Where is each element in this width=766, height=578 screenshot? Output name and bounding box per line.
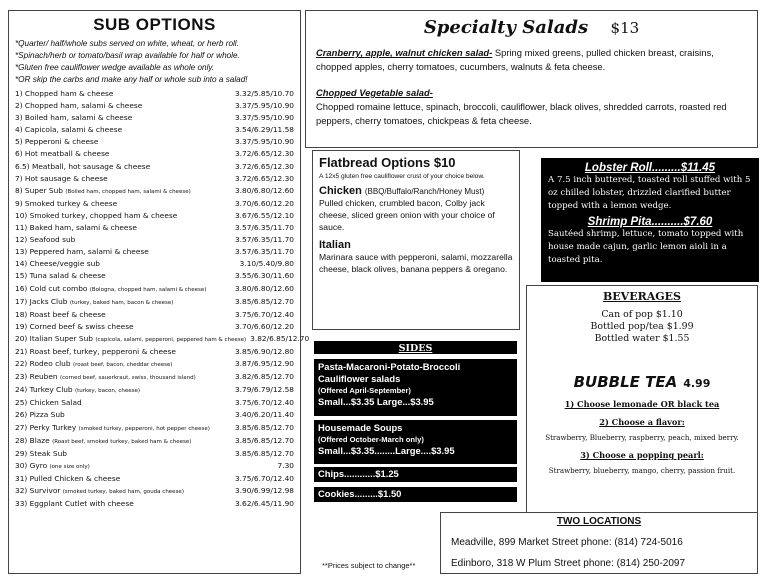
sub-list bbox=[15, 88, 310, 510]
salads-price: $13 bbox=[610, 19, 640, 37]
sub-item-detail: (roast beef, bacon, cheddar cheese) bbox=[72, 362, 173, 369]
sub-item-price: 3.75/6.70/12.40 bbox=[234, 398, 294, 408]
sub-note: *Spinach/herb or tomato/basil wrap available for half or whole. bbox=[15, 51, 240, 60]
sub-item-name: 5) Pepperoni & cheese bbox=[15, 137, 99, 147]
sub-item bbox=[15, 100, 294, 112]
sub-item-detail: (corned beef, sauerkraut, swiss, thousand island) bbox=[59, 375, 196, 382]
sub-item-name: 8) Super Sub (Boiled ham, chopped ham, salami & cheese) bbox=[15, 185, 191, 195]
sub-item-price: 3.54/6.29/11.58 bbox=[234, 125, 294, 135]
sub-item-detail: (turkey, baked ham, bacon & cheese) bbox=[69, 299, 174, 306]
side-soups bbox=[314, 420, 517, 464]
sub-item-price: 3.57/6.35/11.70 bbox=[234, 235, 294, 245]
sub-item bbox=[15, 309, 294, 321]
sub-item-name: 25) Chicken Salad bbox=[15, 398, 82, 408]
sub-item-name: 10) Smoked turkey, chopped ham & cheese bbox=[15, 210, 178, 220]
beverages-title: BEVERAGES bbox=[603, 290, 681, 303]
sub-item-name: 16) Cold cut combo (Bologna, chopped ham, salami & cheese) bbox=[15, 283, 207, 293]
sub-item-name: 18) Roast beef & cheese bbox=[15, 309, 106, 319]
shrimp-pita-desc: Sautéed shrimp, lettuce, tomato topped with house made cajun, garlic lemon aioli in a toasted pita. bbox=[548, 229, 744, 265]
sub-item-price: 3.80/6.80/12.60 bbox=[234, 283, 294, 293]
sub-item bbox=[15, 435, 294, 448]
sub-item-price: 3.67/6.55/12.10 bbox=[234, 210, 294, 220]
sub-item-name: 26) Pizza Sub bbox=[15, 410, 65, 420]
location-meadville: Meadville, 899 Market Street phone: (814) 724-5016 bbox=[451, 537, 683, 548]
sub-item bbox=[15, 198, 294, 210]
sub-item-price: 3.82/6.85/12.70 bbox=[234, 372, 294, 382]
sub-item-name: 19) Corned beef & swiss cheese bbox=[15, 321, 134, 331]
sub-item-detail: (Boiled ham, chopped ham, salami & cheese) bbox=[65, 188, 191, 195]
sub-item bbox=[15, 409, 294, 421]
sub-item-name: 31) Pulled Chicken & cheese bbox=[15, 473, 121, 483]
sub-item bbox=[15, 246, 294, 258]
sub-item bbox=[15, 258, 294, 270]
sub-item-price: 3.32/5.85/10.70 bbox=[234, 89, 294, 98]
sub-item bbox=[15, 397, 294, 409]
sub-item bbox=[15, 222, 294, 234]
sub-item-price: 3.85/6.90/12.80 bbox=[234, 346, 294, 356]
sub-item-detail: (Roast beef, smoked turkey, baked ham & cheese) bbox=[52, 438, 192, 445]
sub-item-name: 27) Perky Turkey (smoked turkey, pepperoni, hot pepper cheese) bbox=[15, 422, 210, 432]
sub-item bbox=[15, 296, 294, 309]
sub-item bbox=[15, 270, 294, 282]
sub-item-name: 11) Baked ham, salami & cheese bbox=[15, 223, 137, 233]
sub-item-price: 3.62/6.45/11.90 bbox=[234, 499, 294, 509]
side-soups-offered: (Offered October-March only) bbox=[318, 435, 424, 444]
sub-item-price: 3.79/6.79/12.58 bbox=[234, 385, 294, 395]
sub-item-name: 4) Capicola, salami & cheese bbox=[15, 125, 123, 135]
sub-item-price: 7.30 bbox=[277, 460, 294, 470]
sub-item-name: 21) Roast beef, turkey, pepperoni & cheese bbox=[15, 346, 176, 356]
salad-item bbox=[316, 86, 747, 128]
sub-item-price: 3.57/6.35/11.70 bbox=[234, 247, 294, 257]
sub-item-price: 3.70/6.60/12.20 bbox=[234, 321, 294, 331]
bubble-tea-title: BUBBLE TEA bbox=[573, 373, 678, 391]
sub-item-name: 12) Seafood sub bbox=[15, 235, 76, 245]
beverage-item: Bottled pop/tea $1.99 bbox=[590, 321, 694, 332]
beverage-item: Can of pop $1.10 bbox=[601, 309, 683, 320]
sub-item-detail: (smoked turkey, baked ham, gouda cheese) bbox=[62, 489, 184, 495]
sub-options-title: SUB OPTIONS bbox=[93, 15, 216, 34]
sub-item bbox=[15, 498, 294, 510]
flatbread-title: Flatbread Options $10 bbox=[319, 155, 456, 170]
sub-item bbox=[15, 460, 294, 473]
flatbread-italian-desc: Marinara sauce with pepperoni, salami, mozzarella cheese, black olives, banana peppers & oregano. bbox=[319, 252, 513, 274]
lobster-shrimp-panel bbox=[541, 158, 759, 282]
sub-item bbox=[15, 371, 294, 384]
sub-item-price: 3.75/6.70/12.40 bbox=[234, 309, 294, 319]
sub-item bbox=[15, 358, 294, 371]
sub-item-name: 6) Hot meatball & cheese bbox=[15, 149, 110, 159]
bubble-pearls: Strawberry, blueberry, mango, cherry, passion fruit. bbox=[548, 466, 736, 475]
sub-item-name: 6.5) Meatball, hot sausage & cheese bbox=[15, 161, 151, 171]
side-salads-price: Small...$3.35 Large...$3.95 bbox=[318, 396, 434, 407]
sub-item-name: 30) Gyro (one size only) bbox=[15, 460, 90, 470]
sides-title: SIDES bbox=[314, 341, 517, 354]
sub-item-price: 3.82/6.85/12.70 bbox=[250, 333, 310, 343]
side-chips bbox=[314, 467, 517, 482]
sub-item-name: 22) Rodeo club (roast beef, bacon, cheddar cheese) bbox=[15, 359, 173, 369]
side-soups-name: Housemade Soups bbox=[318, 422, 403, 433]
sub-item bbox=[15, 283, 294, 296]
sub-item-name: 2) Chopped ham, salami & cheese bbox=[15, 101, 143, 111]
sub-item-price: 3.87/6.95/12.90 bbox=[234, 359, 294, 369]
sub-item-name: 28) Blaze (Roast beef, smoked turkey, baked ham & cheese) bbox=[15, 435, 192, 445]
sub-item-name: 15) Tuna salad & cheese bbox=[15, 271, 106, 281]
beverages-panel bbox=[526, 285, 758, 518]
sub-item-name: 20) Italian Super Sub (capicola, salami, pepperoni, peppered ham & cheese) bbox=[15, 333, 247, 343]
sub-item bbox=[15, 485, 294, 498]
sub-item-name: 13) Peppered ham, salami & cheese bbox=[15, 247, 149, 257]
sub-item-detail: (turkey, bacon, cheese) bbox=[75, 388, 141, 395]
side-cookies bbox=[314, 487, 517, 502]
sub-item-price: 3.72/6.65/12.30 bbox=[234, 149, 294, 159]
sub-item bbox=[15, 422, 294, 435]
sub-item-price: 3.90/6.99/12.98 bbox=[234, 486, 294, 495]
sub-item-price: 3.37/5.95/10.90 bbox=[234, 137, 294, 147]
sub-item-price: 3.40/6.20/11.40 bbox=[234, 410, 294, 420]
sub-item bbox=[15, 473, 294, 485]
sub-item-price: 3.37/5.95/10.90 bbox=[234, 113, 294, 123]
sub-item bbox=[15, 384, 294, 397]
sub-item-price: 3.37/5.95/10.90 bbox=[234, 101, 294, 111]
side-soups-price: Small...$3.35........Large....$3.95 bbox=[318, 445, 455, 456]
lobster-roll-title: Lobster Roll.........$11.45 bbox=[584, 162, 716, 174]
sub-item-price: 3.10/5.40/9.80 bbox=[239, 259, 294, 269]
sub-item-price: 3.85/6.85/12.70 bbox=[234, 435, 294, 445]
bubble-step-1: 1) Choose lemonade OR black tea bbox=[564, 399, 720, 409]
sub-item bbox=[15, 173, 294, 185]
locations-title: TWO LOCATIONS bbox=[556, 516, 642, 527]
sub-item-name: 23) Reuben (corned beef, sauerkraut, swiss, thousand island) bbox=[15, 372, 196, 382]
flatbread-gluten-note: A 12x5 gluten free cauliflower crust of your choice below. bbox=[319, 173, 485, 180]
flatbread-panel bbox=[312, 150, 520, 330]
sub-item bbox=[15, 333, 310, 346]
sub-item-price: 3.72/6.65/12.30 bbox=[234, 173, 294, 183]
sub-item-price: 3.80/6.80/12.60 bbox=[234, 185, 294, 195]
sub-item-name: 3) Boiled ham, salami & cheese bbox=[15, 113, 133, 123]
sub-item-price: 3.72/6.65/12.30 bbox=[234, 161, 294, 171]
sub-item-detail: (capicola, salami, pepperoni, peppered ham & cheese) bbox=[95, 336, 247, 343]
sub-item bbox=[15, 234, 294, 246]
bubble-flavors: Strawberry, Blueberry, raspberry, peach, mixed berry. bbox=[545, 433, 739, 442]
sub-item bbox=[15, 185, 294, 198]
side-salads-offered: (Offered April-September) bbox=[318, 386, 411, 395]
sub-item bbox=[15, 321, 294, 333]
salad-desc: Chopped romaine lettuce, spinach, broccoli, cauliflower, black olives, shredded carrots, roasted red peppers, cherry tomatoes, chickpeas & feta cheese. bbox=[316, 101, 727, 126]
price-note: **Prices subject to change** bbox=[322, 561, 416, 570]
salad-item bbox=[316, 46, 747, 74]
sub-item-price: 3.75/6.70/12.40 bbox=[234, 473, 294, 483]
flatbread-chicken-name: Chicken bbox=[319, 185, 362, 197]
bubble-step-3: 3) Choose a popping pearl: bbox=[580, 450, 704, 460]
sub-item bbox=[15, 136, 294, 148]
beverage-item: Bottled water $1.55 bbox=[594, 333, 690, 344]
sub-item-name: 33) Eggplant Cutlet with cheese bbox=[15, 499, 134, 509]
sub-item-detail: (smoked turkey, pepperoni, hot pepper cheese) bbox=[78, 425, 210, 432]
lobster-roll-desc: A 7.5 inch buttered, toasted roll stuffed with 5 oz chilled lobster, drizzled clarified butter topped with a lemon wedge. bbox=[548, 175, 751, 211]
sub-item-price: 3.85/6.85/12.70 bbox=[234, 422, 294, 432]
sub-item-name: 32) Survivor (smoked turkey, baked ham, gouda cheese) bbox=[15, 486, 184, 495]
bubble-tea-price: 4.99 bbox=[683, 377, 711, 390]
sub-item-price: 3.57/6.35/11.70 bbox=[234, 223, 294, 233]
side-cookies-label: Cookies.........$1.50 bbox=[318, 488, 402, 499]
sub-item-name: 1) Chopped ham & cheese bbox=[15, 89, 114, 98]
specialty-salads-panel bbox=[305, 10, 758, 148]
sub-item-detail: (Bologna, chopped ham, salami & cheese) bbox=[89, 286, 207, 293]
bubble-step-2: 2) Choose a flavor: bbox=[599, 417, 685, 427]
salad-name: Chopped Vegetable salad- bbox=[316, 87, 433, 98]
sub-item-price: 3.85/6.85/12.70 bbox=[234, 296, 294, 306]
sub-item bbox=[15, 210, 294, 222]
flatbread-chicken-desc: Pulled chicken, crumbled bacon, Colby jack cheese, sliced green onion with your choice of sauce. bbox=[319, 198, 495, 232]
sub-item-price: 3.70/6.60/12.20 bbox=[234, 198, 294, 208]
sub-item-name: 17) Jacks Club (turkey, baked ham, bacon & cheese) bbox=[15, 296, 174, 306]
sub-item bbox=[15, 88, 294, 100]
sub-item bbox=[15, 124, 294, 136]
sub-item-detail: (one size only) bbox=[49, 463, 90, 470]
sub-options-panel bbox=[8, 10, 310, 574]
flatbread-italian-name: Italian bbox=[319, 239, 351, 251]
sub-item-name: 7) Hot sausage & cheese bbox=[15, 173, 108, 183]
side-chips-label: Chips............$1.25 bbox=[318, 468, 399, 479]
sub-item-name: 29) Steak Sub bbox=[15, 448, 67, 458]
sub-item-name: 9) Smoked turkey & cheese bbox=[15, 198, 118, 208]
sub-note: *Quarter/ half/whole subs served on white, wheat, or herb roll. bbox=[15, 39, 239, 48]
salad-name: Cranberry, apple, walnut chicken salad- bbox=[316, 47, 493, 58]
side-salads-name: Pasta-Macaroni-Potato-Broccoli Cauliflower salads bbox=[318, 361, 461, 384]
sub-note: *OR skip the carbs and make any half or whole sub into a salad! bbox=[15, 75, 248, 84]
sub-item-name: 14) Cheese/veggie sub bbox=[15, 259, 100, 269]
sub-item bbox=[15, 148, 294, 160]
sub-item bbox=[15, 161, 294, 173]
sub-note: *Gluten free cauliflower wedge available as whole only. bbox=[15, 63, 215, 72]
sub-item bbox=[15, 346, 294, 358]
location-edinboro: Edinboro, 318 W Plum Street phone: (814) 250-2097 bbox=[451, 558, 686, 569]
sub-item bbox=[15, 448, 294, 460]
shrimp-pita-title: Shrimp Pita..........$7.60 bbox=[587, 216, 713, 228]
sub-item-name: 24) Turkey Club (turkey, bacon, cheese) bbox=[15, 385, 141, 395]
salad-desc: Spring mixed greens, pulled chicken breast, craisins, chopped apples, cherry tomatoes, cucumbers, walnuts & feta cheese. bbox=[316, 47, 714, 72]
sub-item-price: 3.85/6.85/12.70 bbox=[234, 448, 294, 458]
flatbread-chicken-sauces: (BBQ/Buffalo/Ranch/Honey Must) bbox=[364, 187, 485, 196]
salads-title: Specialty Salads bbox=[423, 17, 589, 38]
sub-item-price: 3.55/6.30/11.60 bbox=[234, 271, 294, 281]
locations-panel bbox=[440, 512, 758, 574]
sub-item bbox=[15, 112, 294, 124]
side-salads bbox=[314, 359, 517, 416]
